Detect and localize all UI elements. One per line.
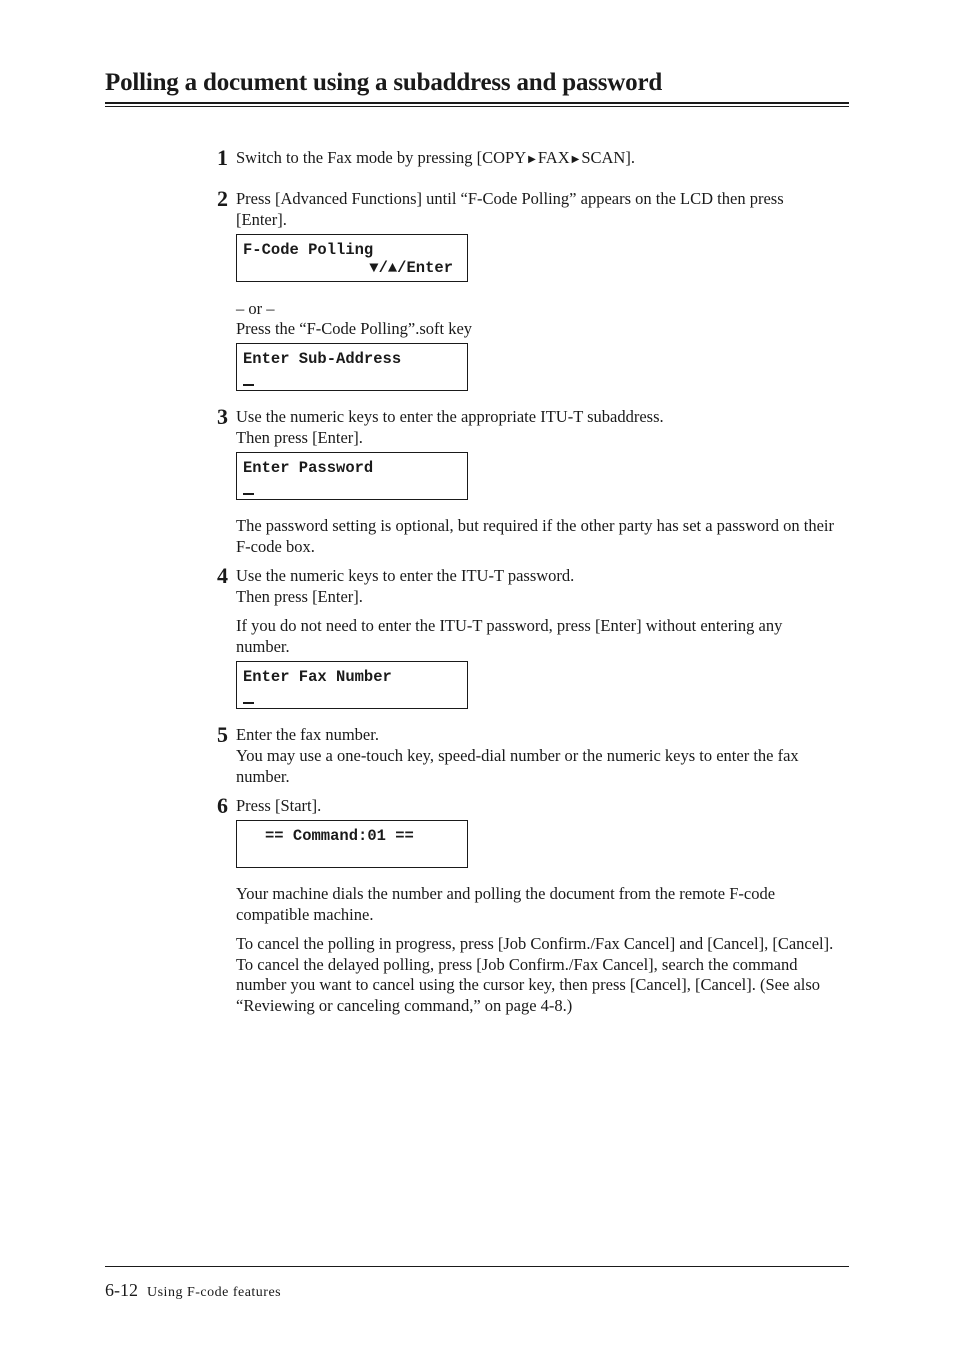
step-6-note-1: Your machine dials the number and polling the document from the remote F-code compatible machine.	[236, 884, 776, 924]
step-6-text: Press [Start].	[236, 796, 322, 815]
lcd-line-1: Enter Password	[243, 459, 374, 477]
lcd-line-1: == Command:01 ==	[265, 827, 414, 845]
step-1-text: Switch to the Fax mode by pressing [COPY ▶ FAX ▶ SCAN].	[236, 148, 635, 171]
step-6-number: 6	[217, 793, 228, 818]
step-5-text-2: You may use a one-touch key, speed-dial number or the numeric keys to enter the fax number.	[236, 746, 799, 786]
section-title: Using F-code features	[147, 1285, 282, 1300]
footer-rule	[105, 1266, 849, 1267]
step-4-text-2: Then press [Enter].	[236, 587, 363, 606]
page-footer	[105, 1279, 281, 1304]
lcd-line-2: ▼/▲/Enter	[369, 259, 453, 277]
step-2-number: 2	[217, 186, 228, 211]
step-4-text-1: Use the numeric keys to enter the ITU-T password.	[236, 566, 575, 585]
step-4-note: If you do not need to enter the ITU-T password, press [Enter] without entering any number.	[236, 616, 783, 656]
step-5-text-1: Enter the fax number.	[236, 725, 379, 744]
lcd-line-1: Enter Sub-Address	[243, 350, 402, 368]
lcd-cursor	[243, 702, 254, 704]
step-2-alt-text: Press the “F-Code Polling”.soft key	[236, 319, 473, 338]
triangle-right-icon: ▶	[528, 154, 536, 165]
lcd-display-fax-number	[236, 661, 468, 709]
step-1-number: 1	[217, 145, 228, 170]
or-separator: – or –	[236, 299, 275, 318]
title-rule-thin	[105, 106, 849, 107]
lcd-display-password	[236, 452, 468, 500]
step-3-text-1: Use the numeric keys to enter the appropriate ITU-T subaddress.	[236, 407, 664, 426]
triangle-right-icon: ▶	[571, 154, 580, 165]
step-3-number: 3	[217, 404, 228, 429]
page-title: Polling a document using a subaddress and password	[105, 69, 663, 96]
lcd-cursor	[243, 493, 254, 495]
step-4-number: 4	[217, 563, 228, 588]
lcd-display-command	[236, 820, 468, 868]
step-5-number: 5	[217, 722, 228, 747]
lcd-cursor	[243, 384, 254, 386]
lcd-line-1: Enter Fax Number	[243, 668, 392, 686]
title-rule-thick	[105, 102, 849, 104]
lcd-display-f-code-polling	[236, 234, 468, 282]
step-3-text-2: Then press [Enter].	[236, 428, 363, 447]
lcd-display-sub-address	[236, 343, 468, 391]
page-number: 6-12	[105, 1280, 138, 1300]
step-3-note: The password setting is optional, but required if the other party has set a password on their F-code box.	[236, 516, 834, 556]
lcd-line-1: F-Code Polling	[243, 241, 374, 259]
step-6-note-2: To cancel the polling in progress, press [Job Confirm./Fax Cancel] and [Cancel], [Cancel]. To cancel the delayed polling, press [Job Confirm./Fax Cancel], search the command number you want to cancel using the cursor key, then press [Cancel], [Cancel]. (See also “Reviewing or canceling command,” on page 4-8.)	[236, 934, 834, 1015]
step-2-text: Press [Advanced Functions] until “F-Code Polling” appears on the LCD then press [Enter].	[236, 189, 784, 229]
